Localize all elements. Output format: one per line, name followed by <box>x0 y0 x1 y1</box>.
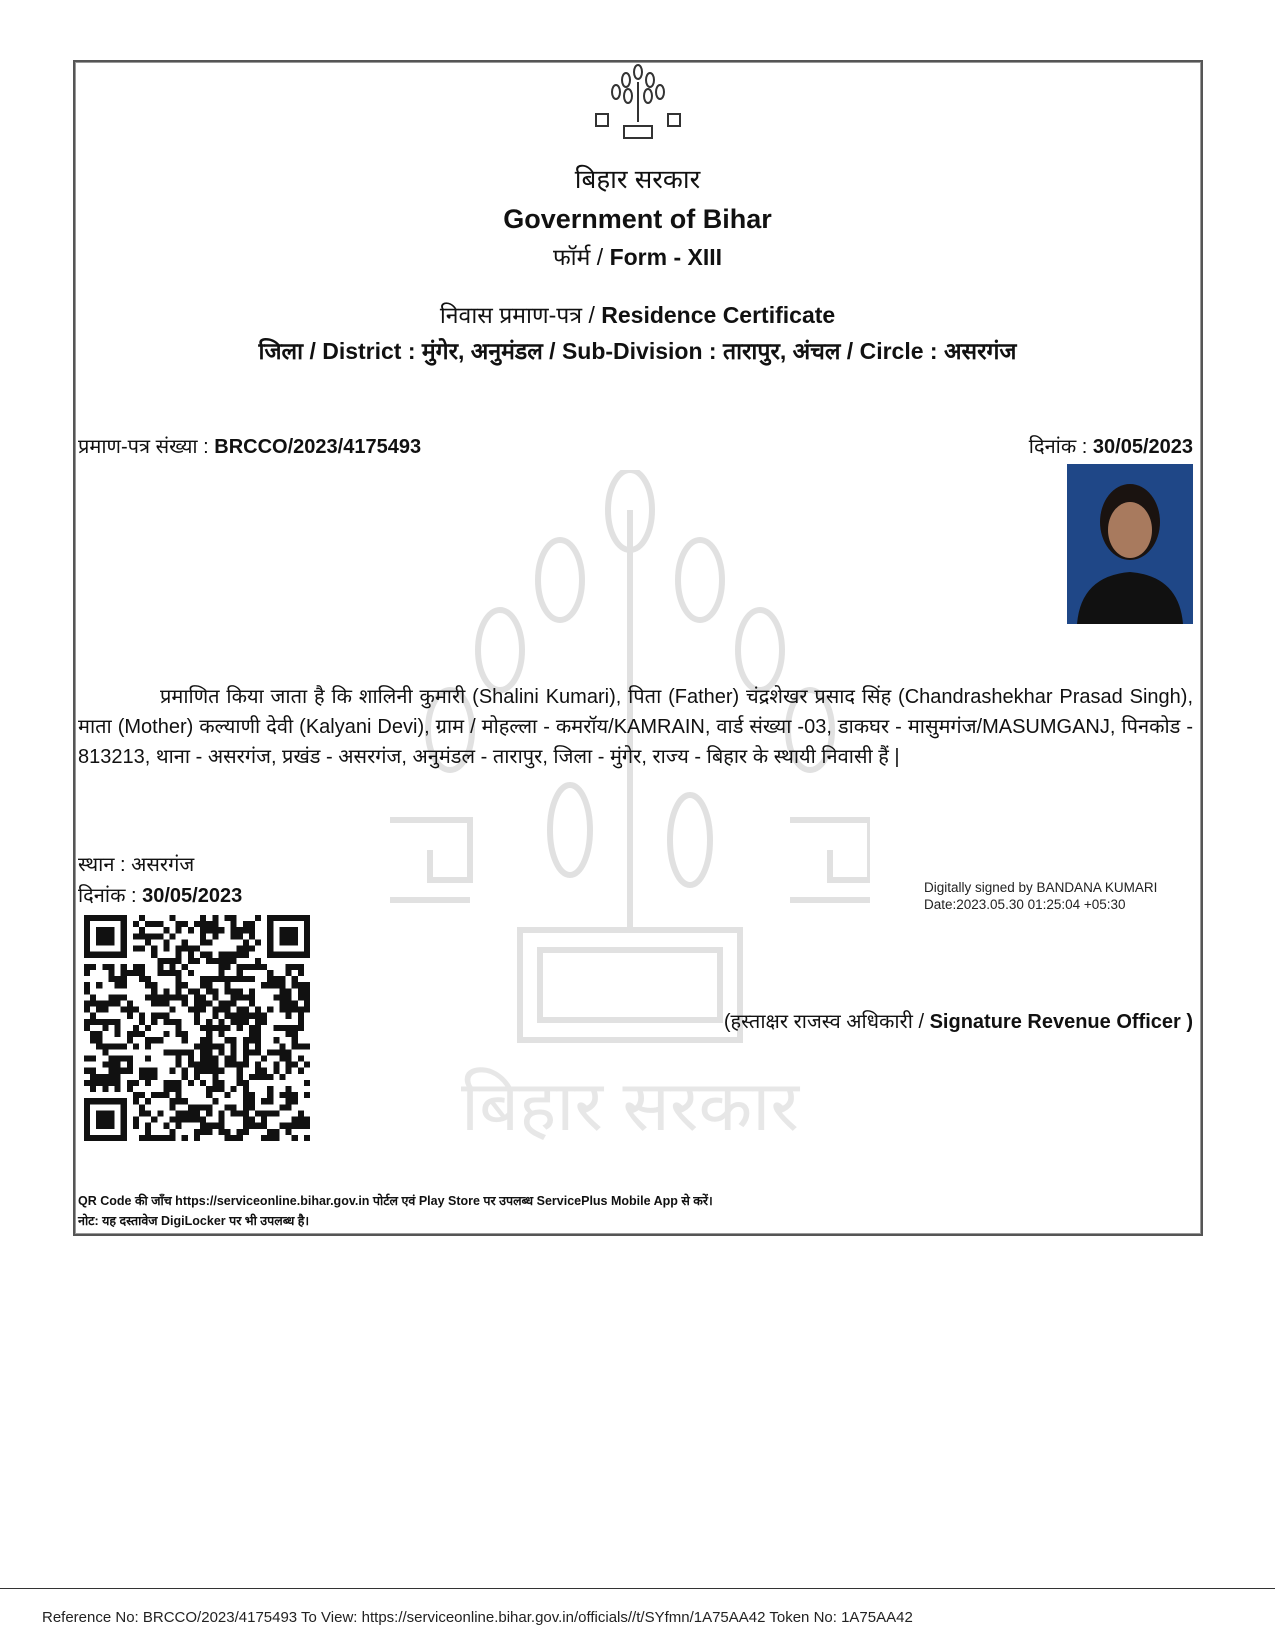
bihar-emblem-watermark <box>390 470 870 1150</box>
certificate-date <box>1029 432 1193 459</box>
qr-code <box>83 915 311 1141</box>
certificate-date-value: 30/05/2023 <box>1092 436 1193 458</box>
digital-signature <box>924 879 1157 913</box>
footer-divider <box>0 1588 1275 1589</box>
certificate-number <box>78 432 421 459</box>
digital-signature-date: Date:2023.05.30 01:25:04 +05:30 <box>924 897 1126 912</box>
form-label-hindi: फॉर्म <box>552 244 591 270</box>
digital-signature-signer: Digitally signed by BANDANA KUMARI <box>924 880 1158 895</box>
qr-verification-note: QR Code की जाँच https://serviceonline.bihar.gov.in पोर्टल एवं Play Store पर उपलब्ध ServicePlus Mobile App से करें। <box>78 1194 713 1208</box>
gov-title-hindi: बिहार सरकार <box>574 164 701 194</box>
place-label: स्थान : <box>78 854 126 876</box>
place <box>78 850 194 877</box>
form-number: फॉर्म / Form - XIII <box>552 244 723 270</box>
title-english: Residence Certificate <box>601 302 836 328</box>
signature-label-english: Signature Revenue Officer ) <box>929 1011 1193 1033</box>
bihar-emblem-logo <box>588 62 688 142</box>
form-label-english: Form - XIII <box>609 244 723 270</box>
signature-label-hindi: (हस्ताक्षर राजस्व अधिकारी / <box>723 1011 925 1033</box>
applicant-photo <box>1067 464 1193 624</box>
location-line: जिला / District : मुंगेर, अनुमंडल / Sub-Division : तारापुर, अंचल / Circle : असरगंज <box>258 338 1017 364</box>
certificate-date-label: दिनांक : <box>1028 436 1088 458</box>
digilocker-note: नोट: यह दस्तावेज DigiLocker पर भी उपलब्ध है। <box>78 1214 310 1228</box>
watermark-text: बिहार सरकार <box>461 1067 799 1145</box>
title-hindi: निवास प्रमाण-पत्र <box>439 302 583 328</box>
issue-date-value: 30/05/2023 <box>142 885 243 907</box>
footer-reference: Reference No: BRCCO/2023/4175493 To View: https://serviceonline.bihar.gov.in/officials//t/SYfmn/1A75AA42 Token No: 1A75AA42 <box>42 1609 913 1626</box>
signature-label <box>724 1007 1193 1034</box>
gov-title-english: Government of Bihar <box>503 204 772 234</box>
certificate-number-value: BRCCO/2023/4175493 <box>214 436 422 458</box>
certificate-body: प्रमाणित किया जाता है कि शालिनी कुमारी (Shalini Kumari), पिता (Father) चंद्रशेखर प्रसाद सिंह (Chandrashekhar Prasad Singh), माता (Mother) कल्याणी देवी (Kalyani Devi), ग्राम / मोहल्ला - कमरॉय/KAMRAIN, वार्ड संख्या -03, डाकघर - मासुमगंज/MASUMGANJ, पिनकोड - 813213, थाना - असरगंज, प्रखंड - असरगंज, अनुमंडल - तारापुर, जिला - मुंगेर, राज्य - बिहार के स्थायी निवासी हैं | <box>78 686 1193 768</box>
certificate-number-label: प्रमाण-पत्र संख्या : <box>78 436 209 458</box>
place-value: असरगंज <box>131 854 195 876</box>
issue-date-label: दिनांक : <box>78 885 137 907</box>
certificate-title: निवास प्रमाण-पत्र / Residence Certificate <box>439 302 836 328</box>
issue-date <box>78 881 242 908</box>
